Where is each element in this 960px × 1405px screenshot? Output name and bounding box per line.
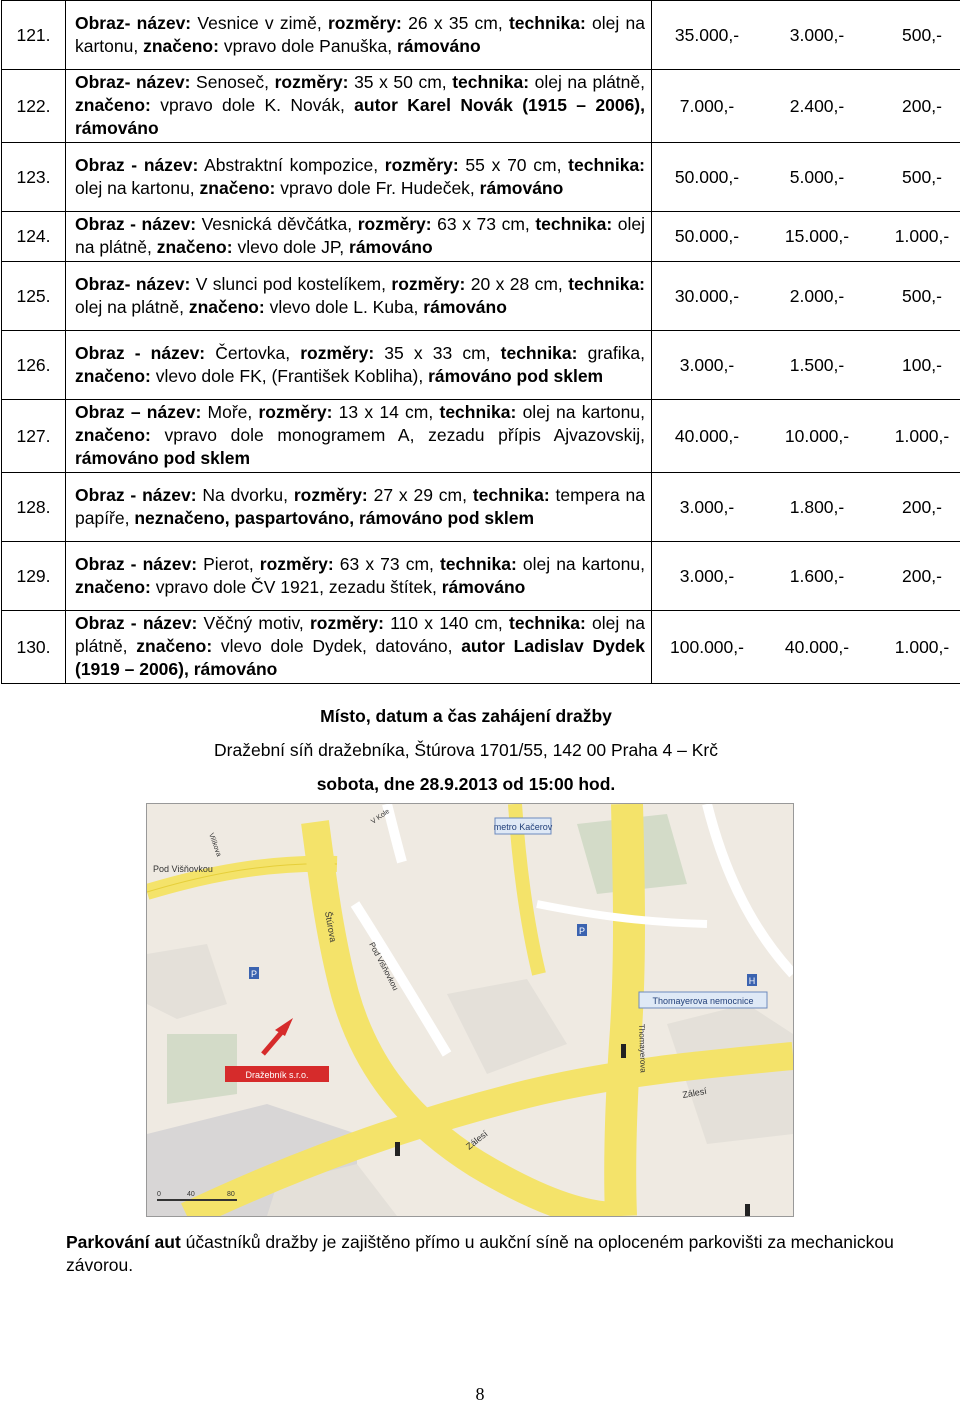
map-label-street-3: Pod Višňovkou — [367, 941, 400, 992]
map-label-street-6: Zálesí — [682, 1086, 708, 1100]
bid-increment: 500,- — [872, 286, 960, 307]
venue-heading: Místo, datum a čas zahájení dražby — [0, 706, 932, 727]
estimate-price: 30.000,- — [652, 286, 762, 307]
lot-row — [2, 212, 960, 262]
lot-description: Obraz - název: Pierot, rozměry: 63 x 73 cm, technika: olej na kartonu, značeno: vpravo dole ČV 1921, zezadu štítek, rámováno — [66, 542, 652, 611]
traffic-light-icon — [621, 1044, 626, 1058]
estimate-price: 35.000,- — [652, 25, 762, 46]
lot-row — [2, 331, 960, 400]
estimate-price: 7.000,- — [652, 96, 762, 117]
lot-description: Obraz – název: Moře, rozměry: 13 x 14 cm, technika: olej na kartonu, značeno: vpravo dole monogramem A, zezadu přípis Ajvazovskij, rámováno pod sklem — [66, 400, 652, 473]
map-svg — [147, 804, 793, 1216]
starting-price: 15.000,- — [762, 226, 872, 247]
lot-number: 129. — [2, 542, 66, 611]
lot-number: 125. — [2, 262, 66, 331]
lot-description: Obraz - název: Vesnická děvčátka, rozměry: 63 x 73 cm, technika: olej na plátně, značeno: vlevo dole JP, rámováno — [66, 212, 652, 262]
lot-description: Obraz- název: V slunci pod kostelíkem, rozměry: 20 x 28 cm, technika: olej na plátně, značeno: vlevo dole L. Kuba, rámováno — [66, 262, 652, 331]
estimate-price: 3.000,- — [652, 497, 762, 518]
starting-price: 5.000,- — [762, 167, 872, 188]
svg-text:P: P — [251, 969, 257, 979]
svg-text:0: 0 — [157, 1191, 161, 1198]
starting-price: 1.500,- — [762, 355, 872, 376]
estimate-price: 40.000,- — [652, 426, 762, 447]
starting-price: 40.000,- — [762, 637, 872, 658]
page-number: 8 — [0, 1384, 960, 1405]
starting-price: 2.400,- — [762, 96, 872, 117]
lot-row — [2, 473, 960, 542]
lot-prices — [652, 70, 960, 143]
map-label-street-7: V Kole — [370, 808, 391, 826]
lot-row — [2, 262, 960, 331]
location-map — [146, 803, 794, 1217]
starting-price: 10.000,- — [762, 426, 872, 447]
lot-prices — [652, 1, 960, 70]
lot-prices — [652, 212, 960, 262]
estimate-price: 3.000,- — [652, 566, 762, 587]
lot-prices — [652, 262, 960, 331]
bid-increment: 500,- — [872, 25, 960, 46]
lot-number: 126. — [2, 331, 66, 400]
lot-row — [2, 143, 960, 212]
svg-text:P: P — [579, 926, 585, 936]
lot-description: Obraz- název: Senoseč, rozměry: 35 x 50 cm, technika: olej na plátně, značeno: vpravo dole K. Novák, autor Karel Novák (1915 – 2006), rámováno — [66, 70, 652, 143]
lot-number: 124. — [2, 212, 66, 262]
svg-text:H: H — [749, 976, 756, 986]
lot-number: 128. — [2, 473, 66, 542]
lot-row — [2, 70, 960, 143]
map-label-street-4: Thomayerova — [637, 1024, 648, 1074]
lot-description: Obraz - název: Čertovka, rozměry: 35 x 33 cm, technika: grafika, značeno: vlevo dole FK, (František Kobliha), rámováno pod sklem — [66, 331, 652, 400]
svg-text:40: 40 — [187, 1191, 195, 1198]
lot-prices — [652, 542, 960, 611]
lot-prices — [652, 143, 960, 212]
lot-row — [2, 1, 960, 70]
bid-increment: 200,- — [872, 566, 960, 587]
estimate-price: 50.000,- — [652, 167, 762, 188]
lot-description: Obraz - název: Na dvorku, rozměry: 27 x 29 cm, technika: tempera na papíře, neznačeno, paspartováno, rámováno pod sklem — [66, 473, 652, 542]
bid-increment: 200,- — [872, 96, 960, 117]
lot-prices — [652, 331, 960, 400]
bid-increment: 1.000,- — [872, 426, 960, 447]
map-label-street-2: Štúrova — [323, 911, 338, 943]
map-label-metro: metro Kačerov — [494, 822, 553, 832]
bid-increment: 500,- — [872, 167, 960, 188]
map-label-street-1: Pod Višňovkou — [153, 864, 213, 874]
parking-note: Parkování aut účastníků dražby je zajištěno přímo u aukční síně na oploceném parkovišti za mechanickou závorou. — [66, 1231, 906, 1277]
bid-increment: 1.000,- — [872, 226, 960, 247]
traffic-light-icon-3 — [745, 1204, 750, 1216]
estimate-price: 100.000,- — [652, 637, 762, 658]
lot-row — [2, 542, 960, 611]
estimate-price: 50.000,- — [652, 226, 762, 247]
map-label-auction: Dražebník s.r.o. — [245, 1070, 308, 1080]
lot-row — [2, 611, 960, 684]
lot-number: 122. — [2, 70, 66, 143]
lot-number: 121. — [2, 1, 66, 70]
map-label-street-8: Vilíkova — [207, 832, 222, 857]
lot-prices — [652, 473, 960, 542]
starting-price: 1.800,- — [762, 497, 872, 518]
bid-increment: 200,- — [872, 497, 960, 518]
lot-description: Obraz - název: Abstraktní kompozice, rozměry: 55 x 70 cm, technika: olej na kartonu, značeno: vpravo dole Fr. Hudeček, rámováno — [66, 143, 652, 212]
svg-text:80: 80 — [227, 1191, 235, 1198]
lot-number: 130. — [2, 611, 66, 684]
starting-price: 1.600,- — [762, 566, 872, 587]
lot-description: Obraz- název: Vesnice v zimě, rozměry: 26 x 35 cm, technika: olej na kartonu, značeno: vpravo dole Panuška, rámováno — [66, 1, 652, 70]
venue-address: Dražební síň dražebníka, Štúrova 1701/55, 142 00 Praha 4 – Krč — [0, 740, 932, 761]
starting-price: 2.000,- — [762, 286, 872, 307]
lot-description: Obraz - název: Věčný motiv, rozměry: 110 x 140 cm, technika: olej na plátně, značeno: vlevo dole Dydek, datováno, autor Ladislav Dydek (1919 – 2006), rámováno — [66, 611, 652, 684]
map-label-street-5: Zálesí — [464, 1128, 490, 1151]
lots-table — [1, 0, 960, 684]
bid-increment: 1.000,- — [872, 637, 960, 658]
estimate-price: 3.000,- — [652, 355, 762, 376]
map-label-hospital: Thomayerova nemocnice — [652, 996, 753, 1006]
bid-increment: 100,- — [872, 355, 960, 376]
venue-date: sobota, dne 28.9.2013 od 15:00 hod. — [0, 774, 932, 795]
traffic-light-icon-2 — [395, 1142, 400, 1156]
lot-number: 123. — [2, 143, 66, 212]
lot-prices — [652, 400, 960, 473]
starting-price: 3.000,- — [762, 25, 872, 46]
lot-prices — [652, 611, 960, 684]
lot-number: 127. — [2, 400, 66, 473]
lot-row — [2, 400, 960, 473]
